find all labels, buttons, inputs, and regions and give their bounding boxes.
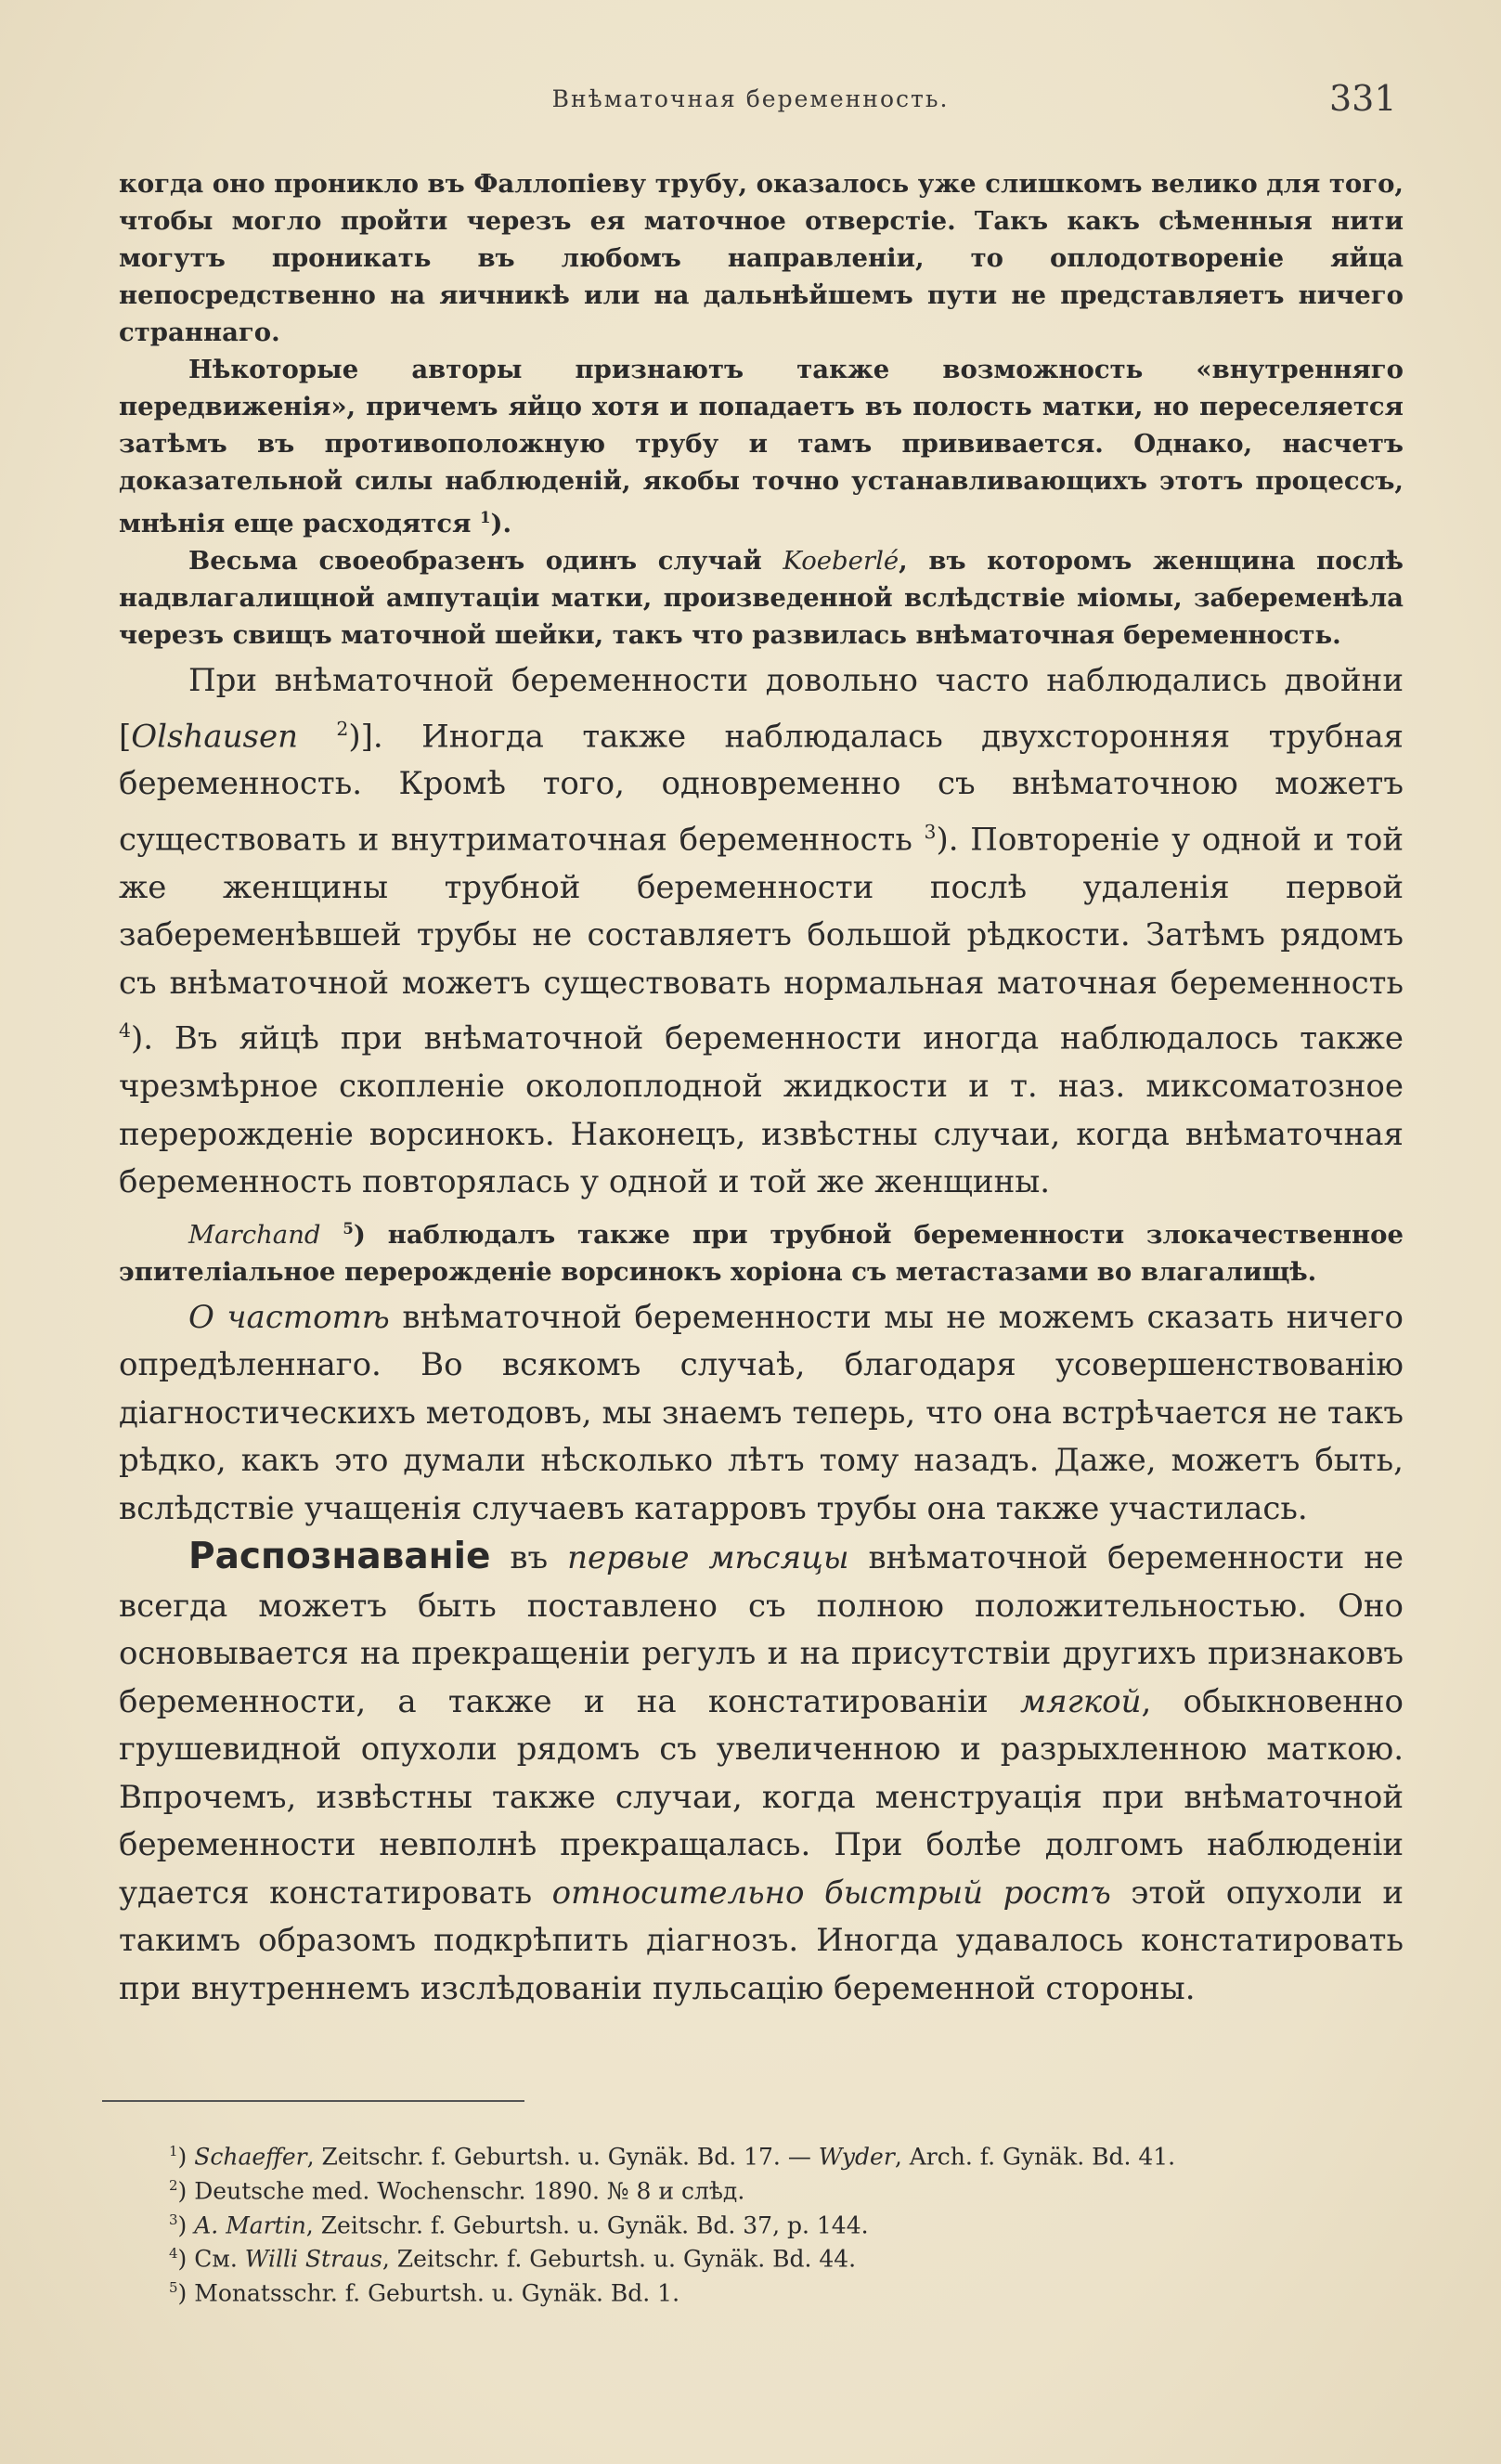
footnote-2: $^2$) Deutsche med. Wochenschr. 1890. № 8 и слѣд. — [169, 2176, 745, 2205]
paragraph-2 — [119, 351, 1404, 542]
footnote-ref-4[interactable]: 4 — [119, 1019, 131, 1043]
footnote-1: $^1$) Schaeffer, Zeitschr. f. Geburtsh. u. Gynäk. Bd. 17. — Wyder, Arch. f. Gynäk. Bd. 41. — [169, 2143, 1176, 2171]
author-marchand: Marchand — [188, 1219, 321, 1250]
paragraph-1 — [119, 165, 1404, 351]
paragraph-5-text: ) наблюдалъ также при трубной беременности злокачественное эпителіальное перерожденіе ворсинокъ хоріона съ метастазами во влагалищѣ. — [119, 1219, 1404, 1287]
main-text — [119, 165, 1404, 2013]
footnote-ref-5[interactable]: 5 — [343, 1219, 354, 1238]
footnote-mark: 3 — [169, 2211, 178, 2228]
footnote-mark: 5 — [169, 2279, 178, 2297]
paragraph-4-text-b: )]. Иногда также наблюдалась двухсторонняя трубная беременность. Кромѣ того, одновременно съ внѣматочною можетъ существовать и внутриматочная беременность — [119, 717, 1404, 859]
footnote-separator — [102, 2100, 524, 2102]
emphasis-frequency: О частотѣ — [188, 1298, 390, 1336]
footnote-text: , Zeitschr. f. Geburtsh. u. Gynäk. Bd. 44. — [382, 2245, 857, 2273]
paragraph-7-text-b: внѣматочной беременности не всегда можетъ быть поставлено съ полною положительностью. Оно основывается на прекращеніи регулъ и на присутствіи другихъ признаковъ беременности, а также и на констатированіи — [119, 1539, 1404, 1720]
footnotes — [119, 2137, 1404, 2308]
paragraph-4 — [119, 657, 1404, 1206]
paragraph-7-text-a: въ — [490, 1539, 568, 1577]
footnote-author: Willi Straus — [244, 2245, 382, 2273]
paragraph-6-text: внѣматочной беременности мы не можемъ сказать ничего опредѣленнаго. Во всякомъ случаѣ, благодаря усовершенствованію діагностическихъ методовъ, мы знаемъ теперь, что она встрѣчается не такъ рѣдко, какъ это думали нѣсколько лѣтъ тому назадъ. Даже, можетъ быть, вслѣдствіе учащенія случаевъ катарровъ трубы она также участилась. — [119, 1298, 1404, 1527]
paragraph-2-text-b: ). — [490, 509, 512, 539]
footnote-mark: 1 — [169, 2143, 178, 2159]
footnote-text: , Zeitschr. f. Geburtsh. u. Gynäk. Bd. 37, p. 144. — [305, 2211, 869, 2238]
footnote-ref-1[interactable]: 1 — [480, 509, 491, 526]
footnote-4: $^4$) См. Willi Straus, Zeitschr. f. Geburtsh. u. Gynäk. Bd. 44. — [169, 2245, 857, 2273]
footnote-ref-2[interactable]: 2 — [336, 717, 349, 740]
emphasis-rapid-growth: относительно быстрый ростъ — [551, 1874, 1111, 1912]
section-heading: Распознаваніе — [188, 1536, 491, 1578]
footnote-mark: 2 — [169, 2176, 178, 2194]
paragraph-3-text-b: , въ которомъ женщина послѣ надвлагалищной ампутаціи матки, произведенной вслѣдствіе міомы, забеременѣла черезъ свищъ маточной шейки, такъ что развилась внѣматочная беременность. — [119, 546, 1404, 651]
paragraph-4-text-a: При внѣматочной беременности довольно часто наблюдались двойни [ — [119, 662, 1404, 755]
footnote-author: A. Martin — [194, 2211, 306, 2238]
footnote-text: Monatsschr. f. Geburtsh. u. Gynäk. Bd. 1. — [194, 2279, 680, 2307]
footnote-3: $^3$) A. Martin, Zeitschr. f. Geburtsh. u. Gynäk. Bd. 37, p. 144. — [169, 2211, 869, 2238]
paragraph-1-text: когда оно проникло въ Фаллопіеву трубу, оказалось уже слишкомъ велико для того, чтобы могло пройти черезъ ея маточное отверстіе. Такъ какъ сѣменныя нити могутъ проникать въ любомъ направленіи, то оплодотвореніе яйца непосредственно на яичникѣ или на дальнѣйшемъ пути не представляетъ ничего страннаго. — [119, 169, 1404, 347]
footnote-author-2: Wyder — [818, 2143, 895, 2171]
footnote-author: Schaeffer — [194, 2143, 307, 2171]
paragraph-4-text-d: ). Въ яйцѣ при внѣматочной беременности иногда наблюдалось также чрезмѣрное скопленіе околоплодной жидкости и т. наз. миксоматозное перерожденіе ворсинокъ. Наконецъ, извѣстны случаи, когда внѣматочная беременность повторялась у одной и той же женщины. — [119, 1019, 1404, 1201]
paragraph-7-text-d: этой опухоли и такимъ образомъ подкрѣпить діагнозъ. Иногда удавалось констатировать при внутреннемъ изслѣдованіи пульсацію беременной стороны. — [119, 1874, 1404, 2007]
footnote-ref-3[interactable]: 3 — [924, 820, 937, 843]
emphasis-soft: мягкой — [1019, 1682, 1142, 1720]
footnote-5: $^5$) Monatsschr. f. Geburtsh. u. Gynäk. Bd. 1. — [169, 2279, 680, 2307]
author-koeberle: Koeberlé — [783, 546, 899, 577]
paragraph-3-text-a: Весьма своеобразенъ одинъ случай — [188, 546, 783, 577]
paragraph-3 — [119, 542, 1404, 654]
footnote-text: Deutsche med. Wochenschr. 1890. № 8 и слѣд. — [194, 2177, 745, 2205]
running-title: Внѣматочная беременность. — [551, 85, 950, 112]
footnote-mark: 4 — [169, 2245, 178, 2263]
paragraph-2-text-a: Нѣкоторые авторы признаютъ также возможность «внутренняго передвиженія», причемъ яйцо хотя и попадаетъ въ полость матки, но переселяется затѣмъ въ противоположную трубу и тамъ прививается. Однако, насчетъ доказательной силы наблюденій, якобы точно устанавливающихъ этотъ процессъ, мнѣнія еще расходятся — [119, 355, 1404, 539]
paragraph-4-text-c: ). Повтореніе у одной и той же женщины трубной беременности послѣ удаленія первой забеременѣвшей трубы не составляетъ большой рѣдкости. Затѣмъ рядомъ съ внѣматочной можетъ существовать нормальная маточная беременность — [119, 821, 1404, 1002]
page-number: 331 — [1329, 78, 1397, 119]
paragraph-5 — [119, 1211, 1404, 1290]
footnote-text: , Zeitschr. f. Geburtsh. u. Gynäk. Bd. 17. — — [306, 2143, 819, 2171]
paragraph-7 — [119, 1533, 1404, 2013]
paragraph-6 — [119, 1294, 1404, 1534]
author-olshausen: Olshausen — [131, 717, 298, 755]
footnote-prefix: См. — [194, 2245, 245, 2273]
emphasis-first-months: первые мѣсяцы — [567, 1539, 849, 1577]
paragraph-7-text-c: , обыкновенно грушевидной опухоли рядомъ съ увеличенною и разрыхленною маткою. Впрочемъ, извѣстны также случаи, когда менструація при внѣматочной беременности невполнѣ прекращалась. При болѣе долгомъ наблюденіи удается констатировать — [119, 1682, 1404, 1912]
footnote-text-2: , Arch. f. Gynäk. Bd. 41. — [894, 2143, 1176, 2171]
